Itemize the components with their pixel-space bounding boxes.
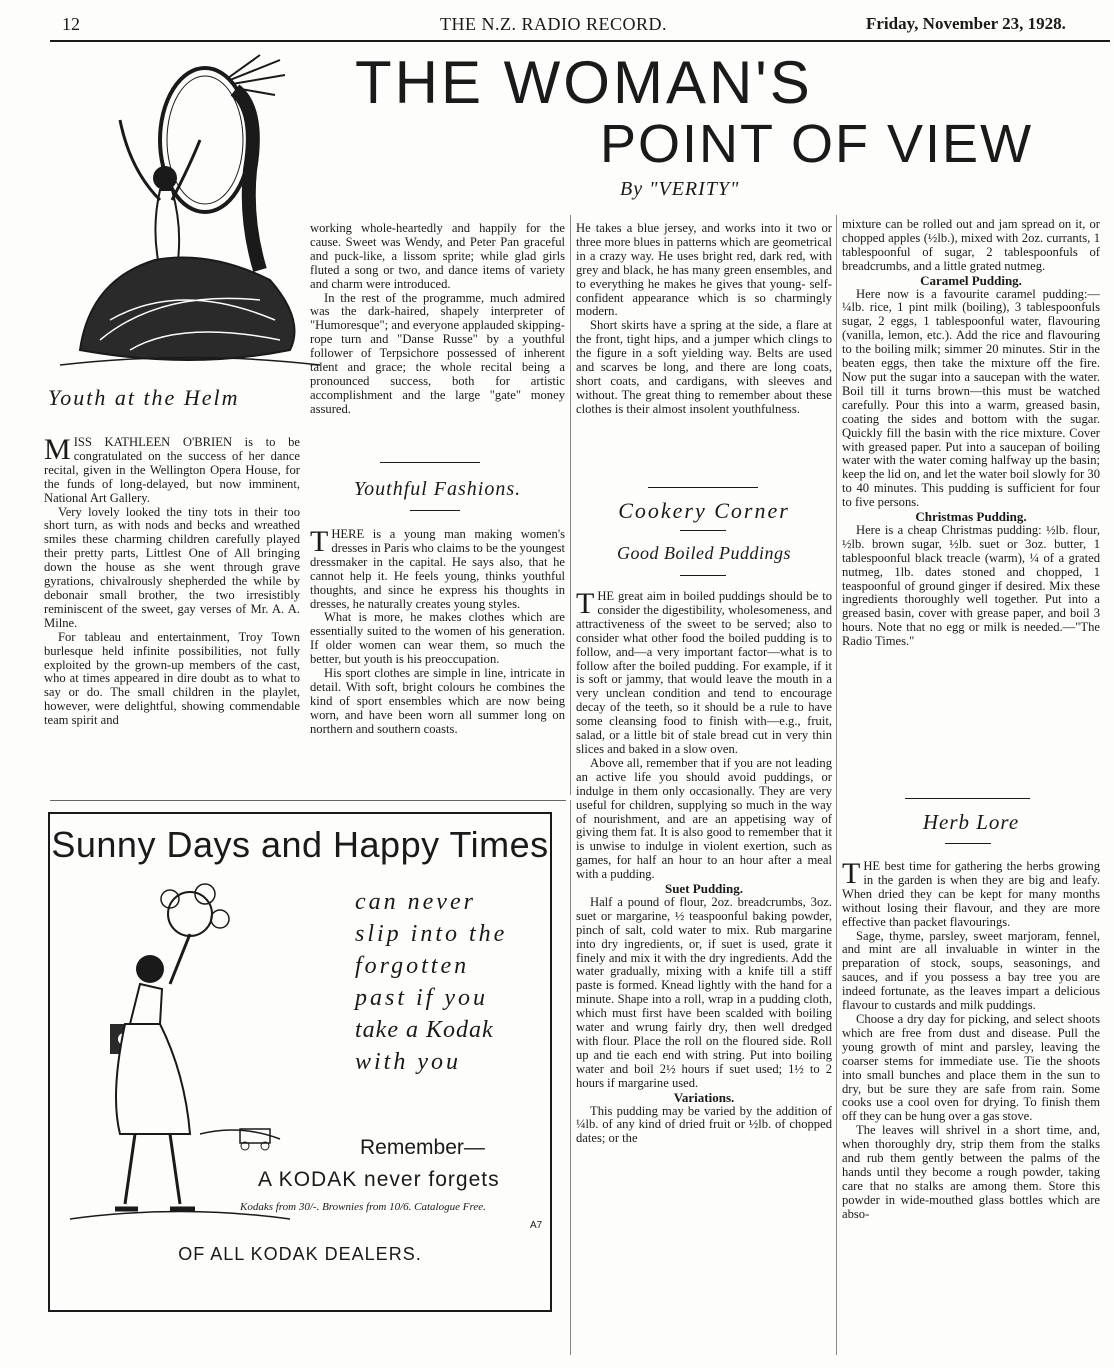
- column-rule: [836, 215, 837, 1355]
- paragraph: What is more, he makes clothes which are essentially suited to the women of his generation. If older women can wear them, so much the better, but youth is his preoccupation.: [310, 610, 565, 667]
- drop-cap: T: [310, 525, 329, 558]
- paragraph: He takes a blue jersey, and works into it two or three more blues in patterns which are geometrical in a crazy way. He uses bright red, dark red, with grey and black, he has many green ensembles, and to everything he makes he gives that young- self-confident appearance which is so charmingly modern.: [576, 221, 832, 319]
- advert-headline: Sunny Days and Happy Times: [51, 824, 549, 865]
- cookery-col4: [842, 218, 1100, 649]
- issue-date: Friday, November 23, 1928.: [866, 14, 1066, 33]
- advert-script-line: slip into the: [355, 921, 508, 947]
- paragraph: Short skirts have a spring at the side, a flare at the front, tight hips, and a jumper which clings to the figure in a soft yielding way. Belts are used and scarves be long, and there are long coats, short coats, and cardigans, with sleeves and without. The great thing to remember about these clothes is their almost insolent youthfulness.: [576, 318, 832, 416]
- section-divider: [648, 487, 758, 488]
- masthead-line2: POINT OF VIEW: [600, 114, 1034, 174]
- kodak-advert: [48, 812, 552, 1312]
- column-rule: [570, 800, 571, 1355]
- cookery-col3: [576, 587, 832, 1146]
- paragraph: working whole-heartedly and happily for the cause. Sweet was Wendy, and Peter Pan graceful and puck-like, a lissom sprite; while glad girls fluted a song or two, and dance items of variety and charm were introduced.: [310, 221, 565, 291]
- advert-remember: Remember—: [360, 1136, 485, 1159]
- herb-lore-col4: [842, 857, 1100, 1222]
- section-divider: [380, 462, 480, 463]
- paragraph: Here now is a favourite caramel pudding:—¼lb. rice, 1 pint milk (boiling), 3 tablespoonfuls sugar, 2 eggs, 1 tablespoonful water, flavouring (vanilla, lemon, etc.). Add the rice and flavouring to the boiling milk; simmer 20 minutes. Stir in the beaten eggs, then take the mixture off the fire. Now put the sugar into a saucepan with the water. Boil till it turns brown—this must be watched carefully. Pour this into a warm, greased basin, coating the sides and bottom with the sugar. Quickly fill the basin with the rice mixture. Cover with greased paper. Put into a saucepan of boiling water with the water coming halfway up the basin; keep the lid on, and let the water boil slowly for 30 to 40 minutes. This pudding is sufficient for four to five persons.: [842, 286, 1100, 510]
- paragraph: This pudding may be varied by the addition of ¼lb. of any kind of dried fruit or ½lb. of chopped dates; or the: [576, 1103, 832, 1146]
- paragraph: HE best time for gathering the herbs growing in the garden is when they are big and leafy. When dried they can be kept for many months without losing their flavour, and they are more effective than packet flavourings.: [842, 859, 1100, 929]
- advert-tagline: A KODAK never forgets: [258, 1168, 500, 1191]
- advert-script-line: can never: [355, 889, 476, 915]
- advert-script-line: past if you: [355, 985, 488, 1011]
- christmas-pudding-heading: Christmas Pudding.: [915, 509, 1027, 525]
- suet-pudding-heading: Suet Pudding.: [664, 881, 744, 897]
- cookery-corner-title: Cookery Corner: [618, 498, 790, 523]
- masthead-line1: THE WOMAN'S: [355, 49, 813, 116]
- paragraph: Sage, thyme, parsley, sweet marjoram, fennel, and mint are all invaluable in winter in the preparation of stock, soups, seasonings, and sauces, and if you possess a bay tree you are indeed fortunate, as the leaves impart a delicious flavour to custards and milk puddings.: [842, 928, 1100, 1013]
- paragraph: Choose a dry day for picking, and select shoots which are free from dust and disease. Pull the young growth of mint and parsley, leaving the coarser stems for immediate use. Tie the shoots into small bunches and place them in the sun to dry, but be sure they are safe from rain. Some cooks use a cool oven for drying. To finish them off they can be hung over a gas stove.: [842, 1011, 1100, 1124]
- paragraph: HE great aim in boiled puddings should be to consider the digestibility, wholesomeness, and attractiveness of the sweet to be served; also to consider what other food the boiled pudding is to follow, and—a very important factor—what is to follow after the boiled pudding. For example, if it is soft or jammy, that would leave the mouth in a very unclean condition and tend to encourage decay of the teeth, so it should be a rule to have some cleansing food to finish with—e.g., fruit, salad, or a little bit of stale bread cut in very thin slices and baked in a slow oven.: [576, 589, 832, 756]
- paragraph: Above all, remember that if you are not leading an active life you should avoid puddings, or indulge in them only occasionally. They are very useful for children, supplying so much in the way of nourishment, and are an appetising way of giving them fat. It is also good to remember that it is unwise to indulge in violent exertion, such as games, for half an hour to an hour after a meal with a pudding.: [576, 755, 832, 882]
- drop-cap: M: [44, 433, 71, 466]
- section-divider: [945, 843, 991, 844]
- caramel-pudding-heading: Caramel Pudding.: [920, 272, 1022, 288]
- page-number: 12: [62, 14, 80, 34]
- paragraph: Half a pound of flour, 2oz. breadcrumbs, 3oz. suet or margarine, ½ teaspoonful baking powder, pinch of salt, cold water to mix. Rub margarine into dry ingredients, or, if suet is used, grate it finely and mix it with the dry ingredients. Add the water gradually, mixing with a knife till a stiff paste is formed. Knead lightly with the hand for a minute. Shape into a roll, wrap in a pudding cloth, which must first have been scalded with boiling water and wrung fairly dry, then well dredged with flour. Place the roll on the floured side. Roll up and tie each end with string. Put into boiling water and boil 2½ hours if suet used; 1½ to 2 hours if margarine used.: [576, 894, 832, 1090]
- publication-name: THE N.Z. RADIO RECORD.: [440, 14, 667, 34]
- paragraph: For tableau and entertainment, Troy Town burlesque held infinite possibilities, not fully exploited by the grown-up members of the cast, who at times appeared in dire doubt as to what to say or do. The small children in the playlet, however, were delightful, showing commendable team spirit and: [44, 629, 300, 728]
- youthful-fashions-col3: [576, 222, 832, 417]
- paragraph: Here is a cheap Christmas pudding: ½lb. flour, ½lb. brown sugar, ½lb. suet or 3oz. butter, 1 tablespoonful black treacle (warm), ¼ of a grated nutmeg, 1lb. dates stoned and chopped, 1 teaspoonful of ground ginger if desired. Mix these ingredients thoroughly well together. Put into a greased basin, cover with grease paper, and boil 3 hours. Note that no egg or milk is needed.—"The Radio Times.": [842, 522, 1100, 649]
- header-rule: [50, 40, 1110, 42]
- youth-at-helm-col1: [44, 433, 300, 728]
- advert-prices: Kodaks from 30/-. Brownies from 10/6. Catalogue Free.: [240, 1201, 486, 1213]
- ad-top-rule: [50, 800, 566, 801]
- drop-cap: T: [842, 857, 861, 890]
- paragraph: Very lovely looked the tiny tots in their too short turn, as with nods and becks and wreathed smiles these charming children carefully played their pretty parts, Littlest One of All bringing down the house as she went through grave gyrations, chivalrously shepherded the while by debonair small brother, the two irresistibly reminiscent of the sweet, gay verses of Mr. A. A. Milne.: [44, 504, 300, 630]
- advert-dealers: OF ALL KODAK DEALERS.: [178, 1244, 422, 1264]
- column-rule: [570, 215, 571, 795]
- section-divider: [680, 530, 726, 531]
- paragraph: The leaves will shrivel in a short time, and, when thoroughly dry, strip them from the stalks and rub them gently between the palms of the hands until they become a rough powder, taking care that no stalks are among them. Store this powder in wide-mouthed glass bottles which are abso-: [842, 1123, 1100, 1221]
- section-divider: [680, 575, 726, 576]
- advert-code: A7: [530, 1220, 543, 1231]
- drop-cap: T: [576, 587, 595, 620]
- advert-script-line: with you: [355, 1049, 461, 1075]
- advert-script-line: forgotten: [355, 953, 470, 979]
- section-divider: [410, 510, 460, 511]
- paragraph: mixture can be rolled out and jam spread on it, or chopped apples (½lb.), mixed with 2oz. currants, 1 tablespoonful of sugar, 2 tablespoonfuls of breadcrumbs, and a little grated nutmeg.: [842, 217, 1100, 273]
- girl-with-camera-illustration: [70, 874, 290, 1234]
- byline: By "VERITY": [620, 178, 740, 200]
- youthful-fashions-title: Youthful Fashions.: [353, 478, 522, 500]
- youthful-fashions-col2: [310, 525, 565, 737]
- paragraph: HERE is a young man making women's dresses in Paris who claims to be the youngest dressmaker in the capital. He says also, that he cannot help it. He feels young, thinks youthful thoughts, and since he express his thoughts in dresses, he naturally creates young styles.: [310, 527, 565, 611]
- youth-at-helm-col2: [310, 222, 565, 417]
- paragraph: His sport clothes are simple in line, intricate in detail. With soft, bright colours he combines the kind of sport ensembles which are now being worn, and have been worn all summer long on northern and southern coasts.: [310, 666, 565, 736]
- cookery-subtitle: Good Boiled Puddings: [617, 543, 791, 563]
- paragraph: ISS KATHLEEN O'BRIEN is to be congratulated on the success of her dance recital, given in the Wellington Opera House, for the funds of long-delayed, but now imminent, National Art Gallery.: [44, 435, 300, 505]
- section-divider: [905, 798, 1030, 799]
- variations-heading: Variations.: [673, 1089, 735, 1105]
- advert-script-line: take a Kodak: [355, 1017, 494, 1043]
- woman-mirror-illustration: [60, 50, 320, 370]
- youth-at-helm-title: Youth at the Helm: [48, 385, 240, 410]
- paragraph: In the rest of the programme, much admired was the dark-haired, shapely interpreter of "Humoresque"; and everyone applauded skipping-rope turn and "Danse Russe" by a youthful follower of Terpsichore possessed of inherent talent and grace; the whole recital being a pronounced success, both for artistic accomplishment and the large "gate" money assured.: [310, 290, 565, 416]
- herb-lore-title: Herb Lore: [922, 810, 1020, 834]
